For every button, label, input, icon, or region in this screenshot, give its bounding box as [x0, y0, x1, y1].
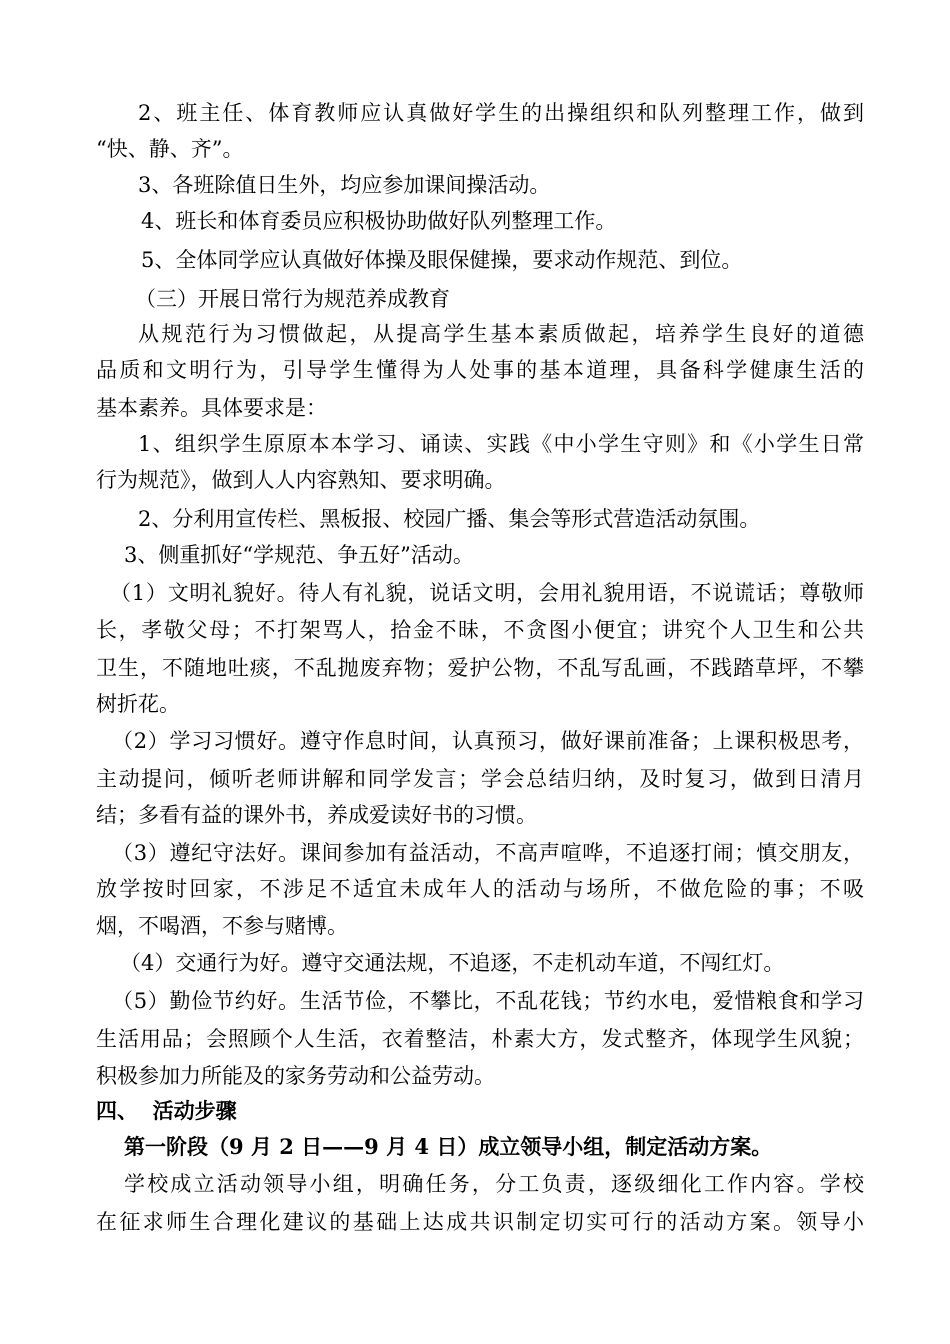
text-line: 学校成立活动领导小组，明确任务，分工负责，逐级细化工作内容。学校: [124, 1172, 864, 1196]
text-line: “快、静、齐”。: [96, 137, 244, 161]
phase-heading: 第一阶段（9 月 2 日——9 月 4 日）成立领导小组，制定活动方案。: [124, 1134, 773, 1159]
text-line: 4、班长和体育委员应积极协助做好队列整理工作。: [141, 209, 617, 233]
text-line: 卫生，不随地吐痰，不乱抛废弃物；爱护公物，不乱写乱画，不践踏草坪，不攀: [96, 656, 864, 680]
text-line: 2、班主任、体育教师应认真做好学生的出操组织和队列整理工作，做到: [138, 101, 864, 125]
text-line: （2）学习习惯好。遵守作息时间，认真预习，做好课前准备；上课积极思考，: [112, 729, 864, 753]
text-line: 品质和文明行为，引导学生懂得为人处事的基本道理，具备科学健康生活的: [96, 358, 864, 382]
section-heading: （三）开展日常行为规范养成教育: [135, 287, 450, 311]
text-line: 从规范行为习惯做起，从提高学生基本素质做起，培养学生良好的道德: [138, 322, 864, 346]
text-line: （3）遵纪守法好。课间参加有益活动，不高声喧哗，不追逐打闹；慎交朋友，: [112, 841, 864, 865]
text-line: 烟，不喝酒，不参与赌博。: [96, 914, 348, 938]
text-line: 结；多看有益的课外书，养成爱读好书的习惯。: [96, 803, 537, 827]
text-line: 行为规范》，做到人人内容熟知、要求明确。: [96, 468, 506, 492]
text-line: （1）文明礼貌好。待人有礼貌，说话文明，会用礼貌用语，不说谎话；尊敬师: [110, 581, 864, 605]
text-line: 3、侧重抓好“学规范、争五好”活动。: [124, 543, 474, 567]
text-line: （5）勤俭节约好。生活节俭，不攀比，不乱花钱；节约水电，爱惜粮食和学习: [112, 989, 864, 1013]
text-line: 生活用品；会照顾个人生活，衣着整洁，朴素大方，发式整齐，体现学生风貌；: [96, 1027, 864, 1051]
text-line: 在征求师生合理化建议的基础上达成共识制定切实可行的活动方案。领导小: [96, 1210, 864, 1234]
text-line: 基本素养。具体要求是：: [96, 396, 327, 420]
text-line: 树折花。: [96, 692, 180, 716]
section-heading: 四、 活动步骤: [96, 1098, 237, 1123]
text-line: 2、分利用宣传栏、黑板报、校园广播、集会等形式营造活动氛围。: [138, 507, 761, 531]
text-line: （4）交通行为好。遵守交通法规，不追逐，不走机动车道，不闯红灯。: [120, 951, 785, 975]
text-line: 5、全体同学应认真做好体操及眼保健操，要求动作规范、到位。: [141, 248, 743, 272]
text-line: 放学按时回家，不涉足不适宜未成年人的活动与场所，不做危险的事；不吸: [96, 877, 864, 901]
text-line: 1、组织学生原原本本学习、诵读、实践《中小学生守则》和《小学生日常: [138, 432, 864, 456]
text-line: 3、各班除值日生外，均应参加课间操活动。: [138, 173, 551, 197]
text-line: 主动提问，倾听老师讲解和同学发言；学会总结归纳，及时复习，做到日清月: [96, 767, 864, 791]
text-line: 长，孝敬父母；不打架骂人，拾金不昧，不贪图小便宜；讲究个人卫生和公共: [96, 618, 864, 642]
text-line: 积极参加力所能及的家务劳动和公益劳动。: [96, 1064, 495, 1088]
